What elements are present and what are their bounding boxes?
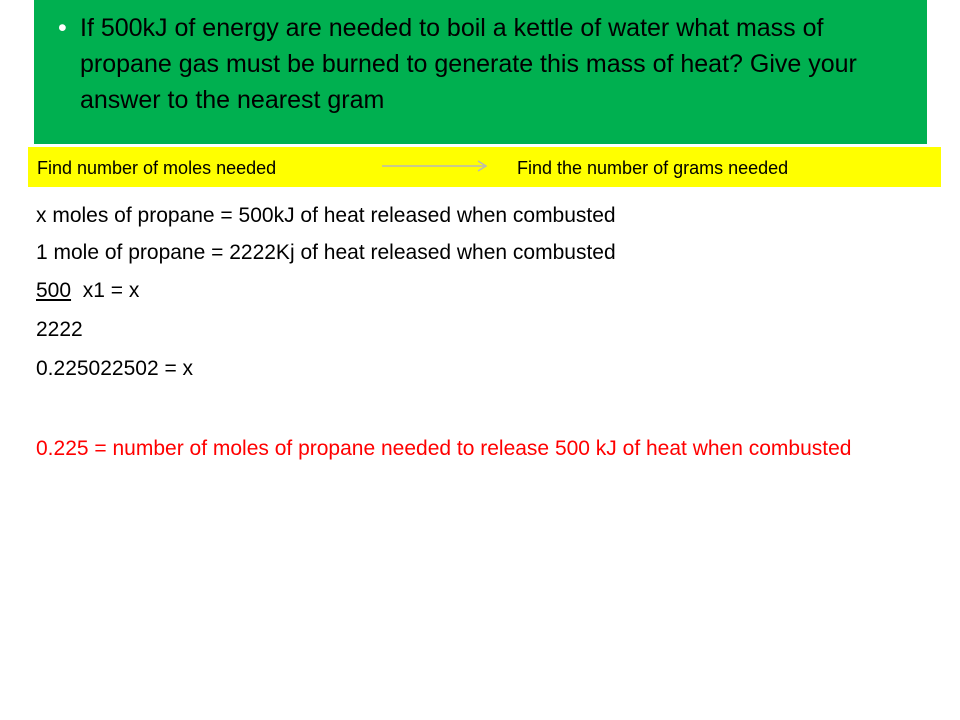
step-two-label: Find the number of grams needed [517, 158, 789, 178]
working-result: 0.225022502 = x [36, 357, 194, 380]
right-arrow-icon [382, 159, 492, 173]
steps-strip [28, 147, 941, 187]
working-line-3 [36, 278, 139, 304]
fraction-denominator: 2222 [36, 318, 83, 341]
answer-text: 0.225 = number of moles of propane needed to release 500 kJ of heat when combusted [36, 437, 852, 460]
fraction-numerator: 500 [36, 279, 72, 302]
step-one-label: Find number of moles needed [37, 158, 277, 178]
bullet: • [58, 14, 67, 42]
question-text: If 500kJ of energy are needed to boil a kettle of water what mass of propane gas must be burned to generate this mass of heat? Give your answer to the nearest gram [80, 14, 857, 114]
question-box [34, 0, 927, 144]
fraction-rest: x1 = x [82, 279, 140, 302]
working-line-2: 1 mole of propane = 2222Kj of heat released when combusted [36, 241, 616, 264]
working-line-1: x moles of propane = 500kJ of heat released when combusted [36, 204, 616, 227]
